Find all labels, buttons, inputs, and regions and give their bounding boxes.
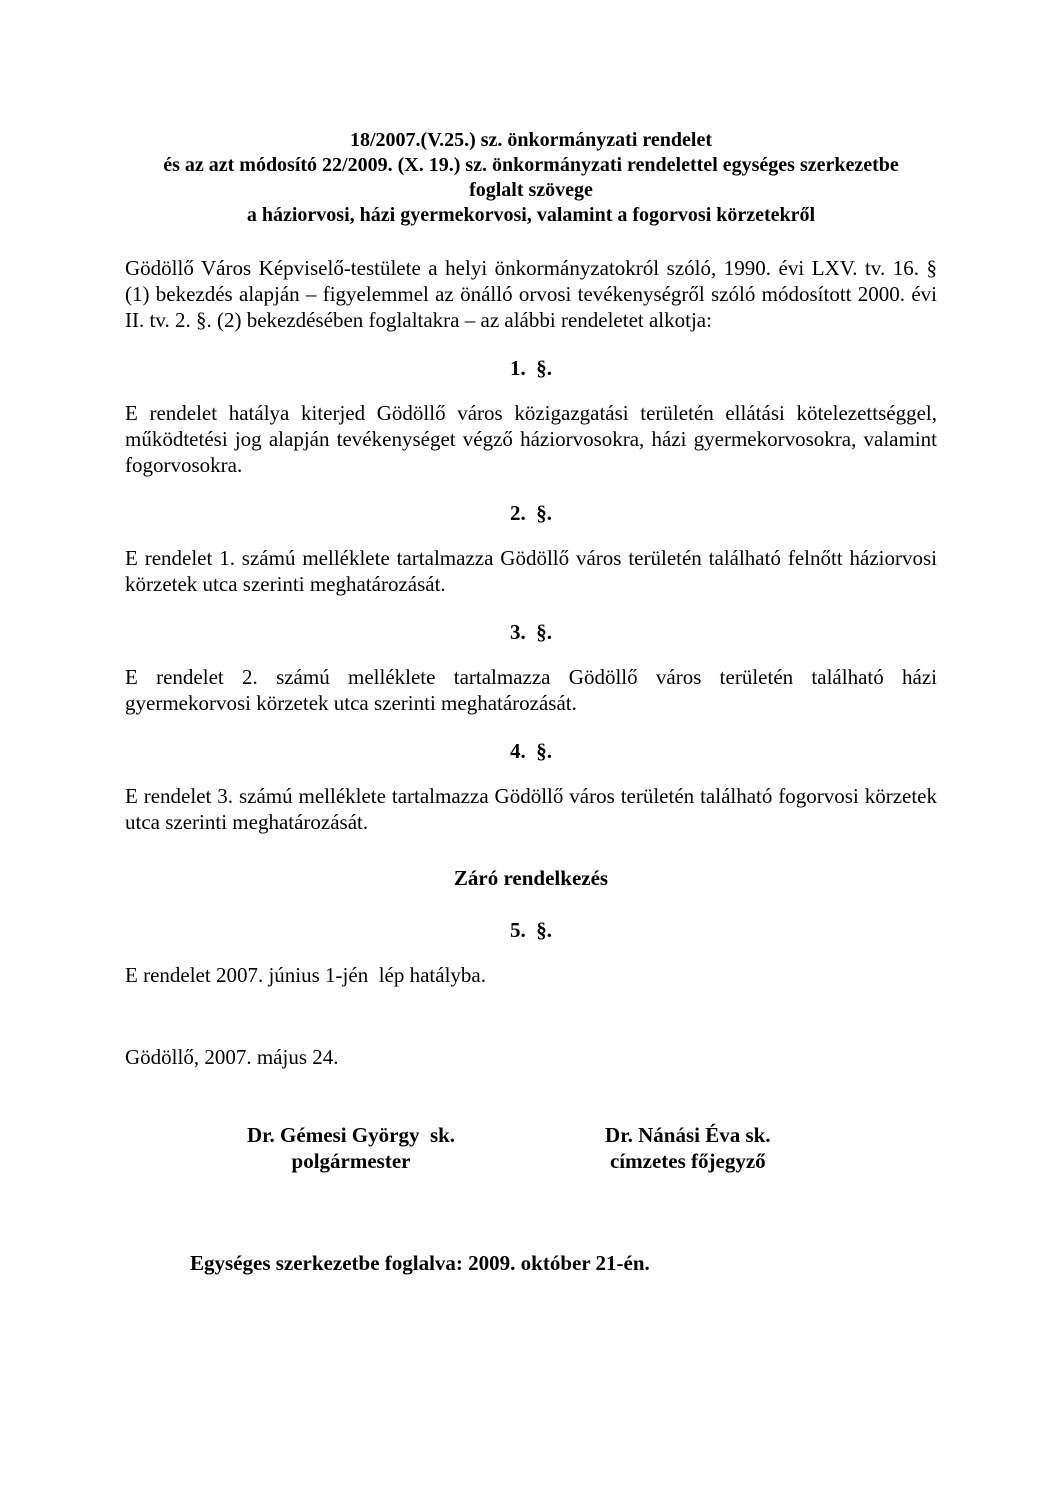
- section-1-body: E rendelet hatálya kiterjed Gödöllő város közigazgatási területén ellátási kötelezettséggel, működtetési jog alapján tevékenységet végző háziorvosokra, házi gyermekorvosokra, valamint fogorvosokra.: [125, 401, 937, 477]
- title-line-2: és az azt módosító 22/2009. (X. 19.) sz. önkormányzati rendelettel egységes szerkezetbe: [163, 154, 899, 176]
- section-2-body: E rendelet 1. számú melléklete tartalmazza Gödöllő város területén található felnőtt háziorvosi körzetek utca szerinti meghatározását.: [125, 546, 937, 596]
- consolidation-note: Egységes szerkezetbe foglalva: 2009. október 21-én.: [190, 1251, 650, 1275]
- signature-mayor: [247, 1122, 455, 1174]
- signature-notary-title: címzetes főjegyző: [609, 1149, 766, 1173]
- dateline: Gödöllő, 2007. május 24.: [125, 1045, 339, 1069]
- section-2-heading: 2. §.: [510, 501, 552, 525]
- effective-date-text: E rendelet 2007. június 1-jén lép hatályba.: [125, 963, 486, 987]
- section-4-body: E rendelet 3. számú melléklete tartalmazza Gödöllő város területén található fogorvosi körzetek utca szerinti meghatározását.: [125, 784, 937, 834]
- signature-notary: [605, 1122, 771, 1174]
- document-title: [125, 128, 937, 228]
- closing-provisions-heading: Záró rendelkezés: [453, 866, 609, 890]
- section-1-heading: 1. §.: [510, 356, 552, 380]
- signature-mayor-title: polgármester: [291, 1149, 411, 1173]
- section-4-heading: 4. §.: [510, 739, 552, 763]
- section-5-heading: 5. §.: [510, 918, 552, 942]
- signature-mayor-name: Dr. Gémesi György sk.: [247, 1123, 456, 1147]
- title-line-4: a háziorvosi, házi gyermekorvosi, valamint a fogorvosi körzetekről: [246, 204, 816, 226]
- signature-block: [125, 1122, 937, 1174]
- section-3-heading: 3. §.: [510, 620, 552, 644]
- title-line-1: 18/2007.(V.25.) sz. önkormányzati rendelet: [349, 129, 712, 151]
- section-3-body: E rendelet 2. számú melléklete tartalmazza Gödöllő város területén található házi gyermekorvosi körzetek utca szerinti meghatározását.: [125, 665, 937, 715]
- signature-notary-name: Dr. Nánási Éva sk.: [605, 1123, 771, 1147]
- title-line-3: foglalt szövege: [469, 179, 593, 201]
- intro-paragraph: Gödöllő Város Képviselő-testülete a helyi önkormányzatokról szóló, 1990. évi LXV. tv. 16. § (1) bekezdés alapján – figyelemmel az önálló orvosi tevékenységről szóló módosított 2000. évi II. tv. 2. §. (2) bekezdésében foglaltakra – az alábbi rendeletet alkotja:: [125, 256, 937, 332]
